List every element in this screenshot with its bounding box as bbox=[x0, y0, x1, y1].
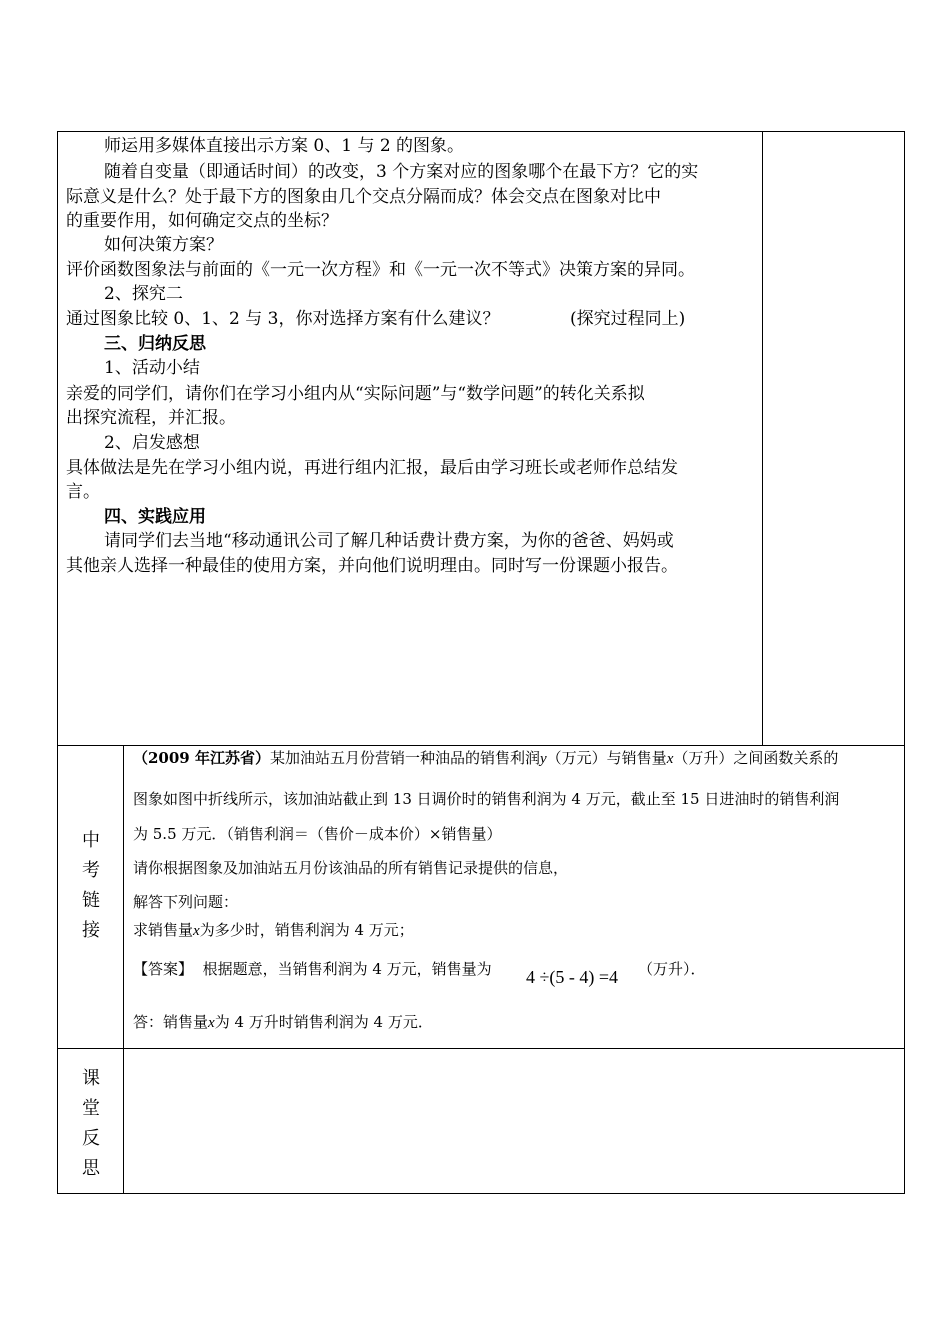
border-row-1 bbox=[57, 745, 905, 746]
para-line: 评价函数图象法与前面的《一元一次方程》和《一元一次不等式》决策方案的异同。 bbox=[66, 260, 695, 280]
var-x: x bbox=[208, 1015, 215, 1031]
var-x: x bbox=[666, 751, 674, 767]
exam-line-4: 请你根据图象及加油站五月份该油品的所有销售记录提供的信息， bbox=[133, 859, 569, 877]
text: 为多少时，销售利润为 4 万元； bbox=[199, 921, 414, 939]
section-heading: 四、实践应用 bbox=[104, 507, 206, 527]
label-char: 思 bbox=[82, 1158, 100, 1179]
para-line: 际意义是什么？处于最下方的图象由几个交点分隔而成？体会交点在图象对比中 bbox=[66, 187, 661, 207]
answer-formula: 4 ÷(5 - 4) =4 bbox=[526, 967, 619, 987]
para-line: 通过图象比较 0、1、2 与 3，你对选择方案有什么建议？ bbox=[66, 309, 500, 329]
label-char: 链 bbox=[82, 890, 100, 911]
border-label-col bbox=[123, 745, 124, 1194]
exam-answer bbox=[133, 958, 492, 980]
border-bottom bbox=[57, 1193, 905, 1194]
text: （万元）与销售量 bbox=[546, 749, 667, 767]
label-char: 堂 bbox=[82, 1098, 100, 1119]
text: 某加油站五月份营销一种油品的销售利润 bbox=[269, 749, 540, 767]
border-mid-upper bbox=[762, 131, 763, 745]
exam-line-5: 解答下列问题： bbox=[133, 893, 239, 911]
exam-source: （2009 年江苏省） bbox=[133, 749, 270, 767]
label-char: 接 bbox=[82, 920, 100, 941]
text: （万升）之间函数关系的 bbox=[673, 749, 839, 767]
border-row-2 bbox=[57, 1048, 905, 1049]
exam-line-3: 为 5.5 万元．（销售利润＝（售价－成本价）×销售量） bbox=[133, 825, 502, 843]
exam-line-2: 图象如图中折线所示，该加油站截止到 13 日调价时的销售利润为 4 万元，截止至 15 日进油时的销售利润 bbox=[133, 790, 840, 808]
answer-tag: 【答案】 bbox=[133, 960, 194, 978]
border-right-upper bbox=[904, 131, 905, 745]
para-line: 2、启发感想 bbox=[104, 433, 200, 453]
para-line: 言。 bbox=[66, 482, 100, 502]
label-char: 中 bbox=[82, 830, 100, 851]
para-line: 亲爱的同学们，请你们在学习小组内从“实际问题”与“数学问题”的转化关系拟 bbox=[66, 384, 645, 404]
text: 为 4 万升时销售利润为 4 万元． bbox=[214, 1013, 433, 1031]
para-line: 其他亲人选择一种最佳的使用方案，并向他们说明理由。同时写一份课题小报告。 bbox=[66, 556, 678, 576]
para-line: 随着自变量（即通话时间）的改变，3 个方案对应的图象哪个在最下方？它的实 bbox=[104, 162, 699, 182]
para-line-note: (探究过程同上) bbox=[570, 309, 686, 329]
border-top-right bbox=[762, 131, 905, 132]
exam-link-label bbox=[59, 826, 123, 946]
para-line: 具体做法是先在学习小组内说，再进行组内汇报，最后由学习班长或老师作总结发 bbox=[66, 458, 678, 478]
section-heading: 三、归纳反思 bbox=[104, 334, 206, 354]
var-y: y bbox=[540, 751, 547, 767]
para-line: 出探究流程，并汇报。 bbox=[66, 408, 236, 428]
exam-line-6 bbox=[133, 919, 414, 942]
border-top bbox=[57, 131, 763, 132]
border-left-upper bbox=[57, 131, 58, 1194]
label-char: 课 bbox=[82, 1068, 100, 1089]
text: 求销售量 bbox=[133, 921, 194, 939]
label-char: 反 bbox=[82, 1128, 100, 1149]
reflection-label bbox=[59, 1064, 123, 1184]
text: 答：销售量 bbox=[133, 1013, 209, 1031]
para-line: 师运用多媒体直接出示方案 0、1 与 2 的图象。 bbox=[104, 136, 465, 156]
para-line: 如何决策方案？ bbox=[104, 235, 223, 255]
border-right-lower bbox=[904, 745, 905, 1194]
para-line: 的重要作用，如何确定交点的坐标？ bbox=[66, 211, 338, 231]
answer-unit: （万升）． bbox=[638, 960, 706, 978]
para-line: 请同学们去当地“移动通讯公司了解几种话费计费方案，为你的爸爸、妈妈或 bbox=[104, 531, 674, 551]
exam-reply bbox=[133, 1011, 433, 1034]
text: 根据题意，当销售利润为 4 万元，销售量为 bbox=[202, 960, 492, 978]
label-char: 考 bbox=[82, 860, 100, 881]
var-x: x bbox=[193, 923, 200, 939]
exam-line-1 bbox=[133, 747, 838, 770]
para-line: 2、探究二 bbox=[104, 284, 183, 304]
para-line: 1、活动小结 bbox=[104, 358, 200, 378]
